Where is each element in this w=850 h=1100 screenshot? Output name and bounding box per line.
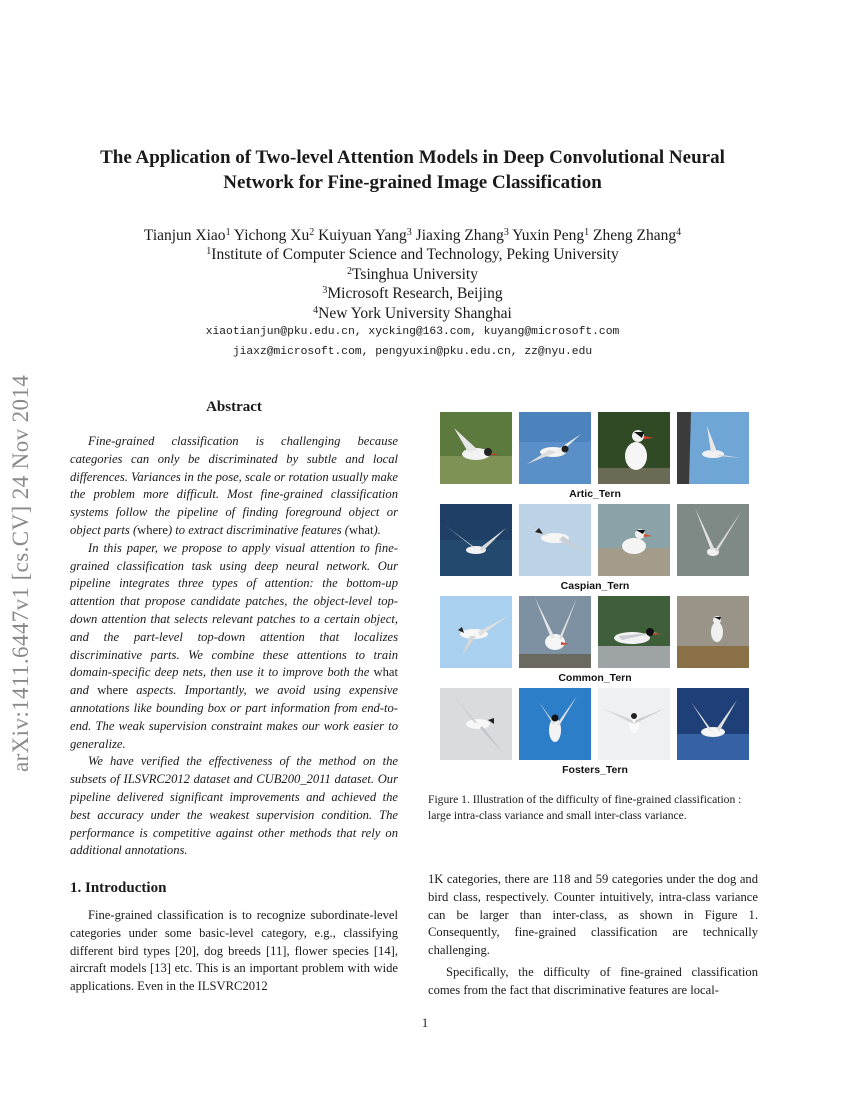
bird-photo <box>677 412 749 484</box>
class-label: Fosters_Tern <box>562 764 628 776</box>
abstract-heading: Abstract <box>206 399 262 415</box>
abstract-body <box>70 433 398 860</box>
title-line-1: The Application of Two-level Attention Models in Deep Convolutional Neural <box>100 147 725 168</box>
section-heading: 1. Introduction <box>70 880 167 896</box>
body-paragraph: Specifically, the difficulty of fine-grained classification comes from the fact that discriminative features are local- <box>428 964 758 997</box>
body-paragraph: 1K categories, there are 118 and 59 categories under the dog and bird class, respectively. Counter intuitively, intra-class variance can be larger than inter-class, as shown in Figure 1. Consequently, fine-grained classification are technically challenging. <box>428 872 758 958</box>
email-line: xiaotianjun@pku.edu.cn, xycking@163.com, kuyang@microsoft.com <box>205 326 620 338</box>
bird-photo <box>440 688 512 760</box>
author: Yichong Xu$^2$ <box>233 227 315 244</box>
email-line: jiaxz@microsoft.com, pengyuxin@pku.edu.cn, zz@nyu.edu <box>232 346 593 358</box>
bird-photo <box>598 504 670 576</box>
page-number: 1 <box>421 1016 429 1030</box>
figure-caption: Figure 1. Illustration of the difficulty of fine-grained classification : large intra-class variance and small inter-class variance. <box>428 793 742 822</box>
affiliation: $^4$New York University Shanghai <box>313 304 512 322</box>
bird-photo <box>598 688 670 760</box>
bird-photo <box>440 412 512 484</box>
affiliation: $^1$Institute of Computer Science and Technology, Peking University <box>206 246 619 263</box>
author: Tianjun Xiao$^1$ <box>143 227 231 244</box>
intro-paragraph: Fine-grained classification is to recognize subordinate-level categories under some basic-level category, e.g., classifying different bird types [20], dog breeds [11], flower species [14], aircraft models [13] etc. This is an important problem with wide applications. Even in the ILSVRC2012 <box>70 908 398 994</box>
intro-body <box>70 907 398 996</box>
class-label: Caspian_Tern <box>560 580 630 592</box>
author: Kuiyuan Yang$^3$ <box>318 227 412 244</box>
class-label: Common_Tern <box>558 672 632 684</box>
right-column-body <box>428 871 758 1000</box>
abstract-paragraph: Fine-grained classification is challenging because categories can only be discriminated by subtle and local differences. Variances in the pose, scale or rotation usually make the problem more difficult. Most fine-grained classification systems follow the pipeline of finding foreground object or object parts (where) to extract discriminative features (what). <box>70 434 398 537</box>
bird-photo <box>519 596 591 668</box>
bird-photo <box>598 596 670 668</box>
bird-photo <box>519 688 591 760</box>
bird-photo <box>677 504 749 576</box>
image-row-artic-tern <box>440 412 750 484</box>
affiliation: $^3$Microsoft Research, Beijing <box>322 285 503 302</box>
bird-photo <box>519 504 591 576</box>
author: Zheng Zhang$^4$ <box>593 227 682 244</box>
bird-photo <box>519 412 591 484</box>
bird-photo <box>440 596 512 668</box>
abstract-paragraph: We have verified the effectiveness of the method on the subsets of ILSVRC2012 dataset and CUB200_2011 dataset. Our pipeline delivered significant improvements and achieved the best accuracy under the weakest supervision condition. The performance is competitive against other methods that rely on additional annotations. <box>70 754 398 858</box>
bird-photo <box>440 504 512 576</box>
bird-photo <box>677 596 749 668</box>
title-line-2: Network for Fine-grained Image Classification <box>223 172 602 193</box>
image-row-caspian-tern <box>440 504 750 576</box>
class-label: Artic_Tern <box>569 488 621 500</box>
bird-photo <box>677 688 749 760</box>
affiliation: $^2$Tsinghua University <box>347 265 478 283</box>
image-row-fosters-tern <box>440 688 750 760</box>
author: Yuxin Peng$^1$ <box>512 227 590 244</box>
bird-photo <box>598 412 670 484</box>
author: Jiaxing Zhang$^3$ <box>415 227 509 244</box>
abstract-paragraph: In this paper, we propose to apply visual attention to fine-grained classification task using deep neural network. Our pipeline integrates three types of attention: the bottom-up attention that propose candidate patches, the object-level top-down attention that selects relevant patches to a certain object, and the part-level top-down attention that localizes discriminative parts. We combine these attentions to train domain-specific deep nets, then use it to improve both the what and where aspects. Importantly, we avoid using expensive annotations like bounding box or part information from end-to-end. The weak supervision constraint makes our work easier to generalize. <box>70 540 399 751</box>
image-row-common-tern <box>440 596 750 668</box>
author-list <box>60 226 765 246</box>
paper-title <box>60 145 765 195</box>
